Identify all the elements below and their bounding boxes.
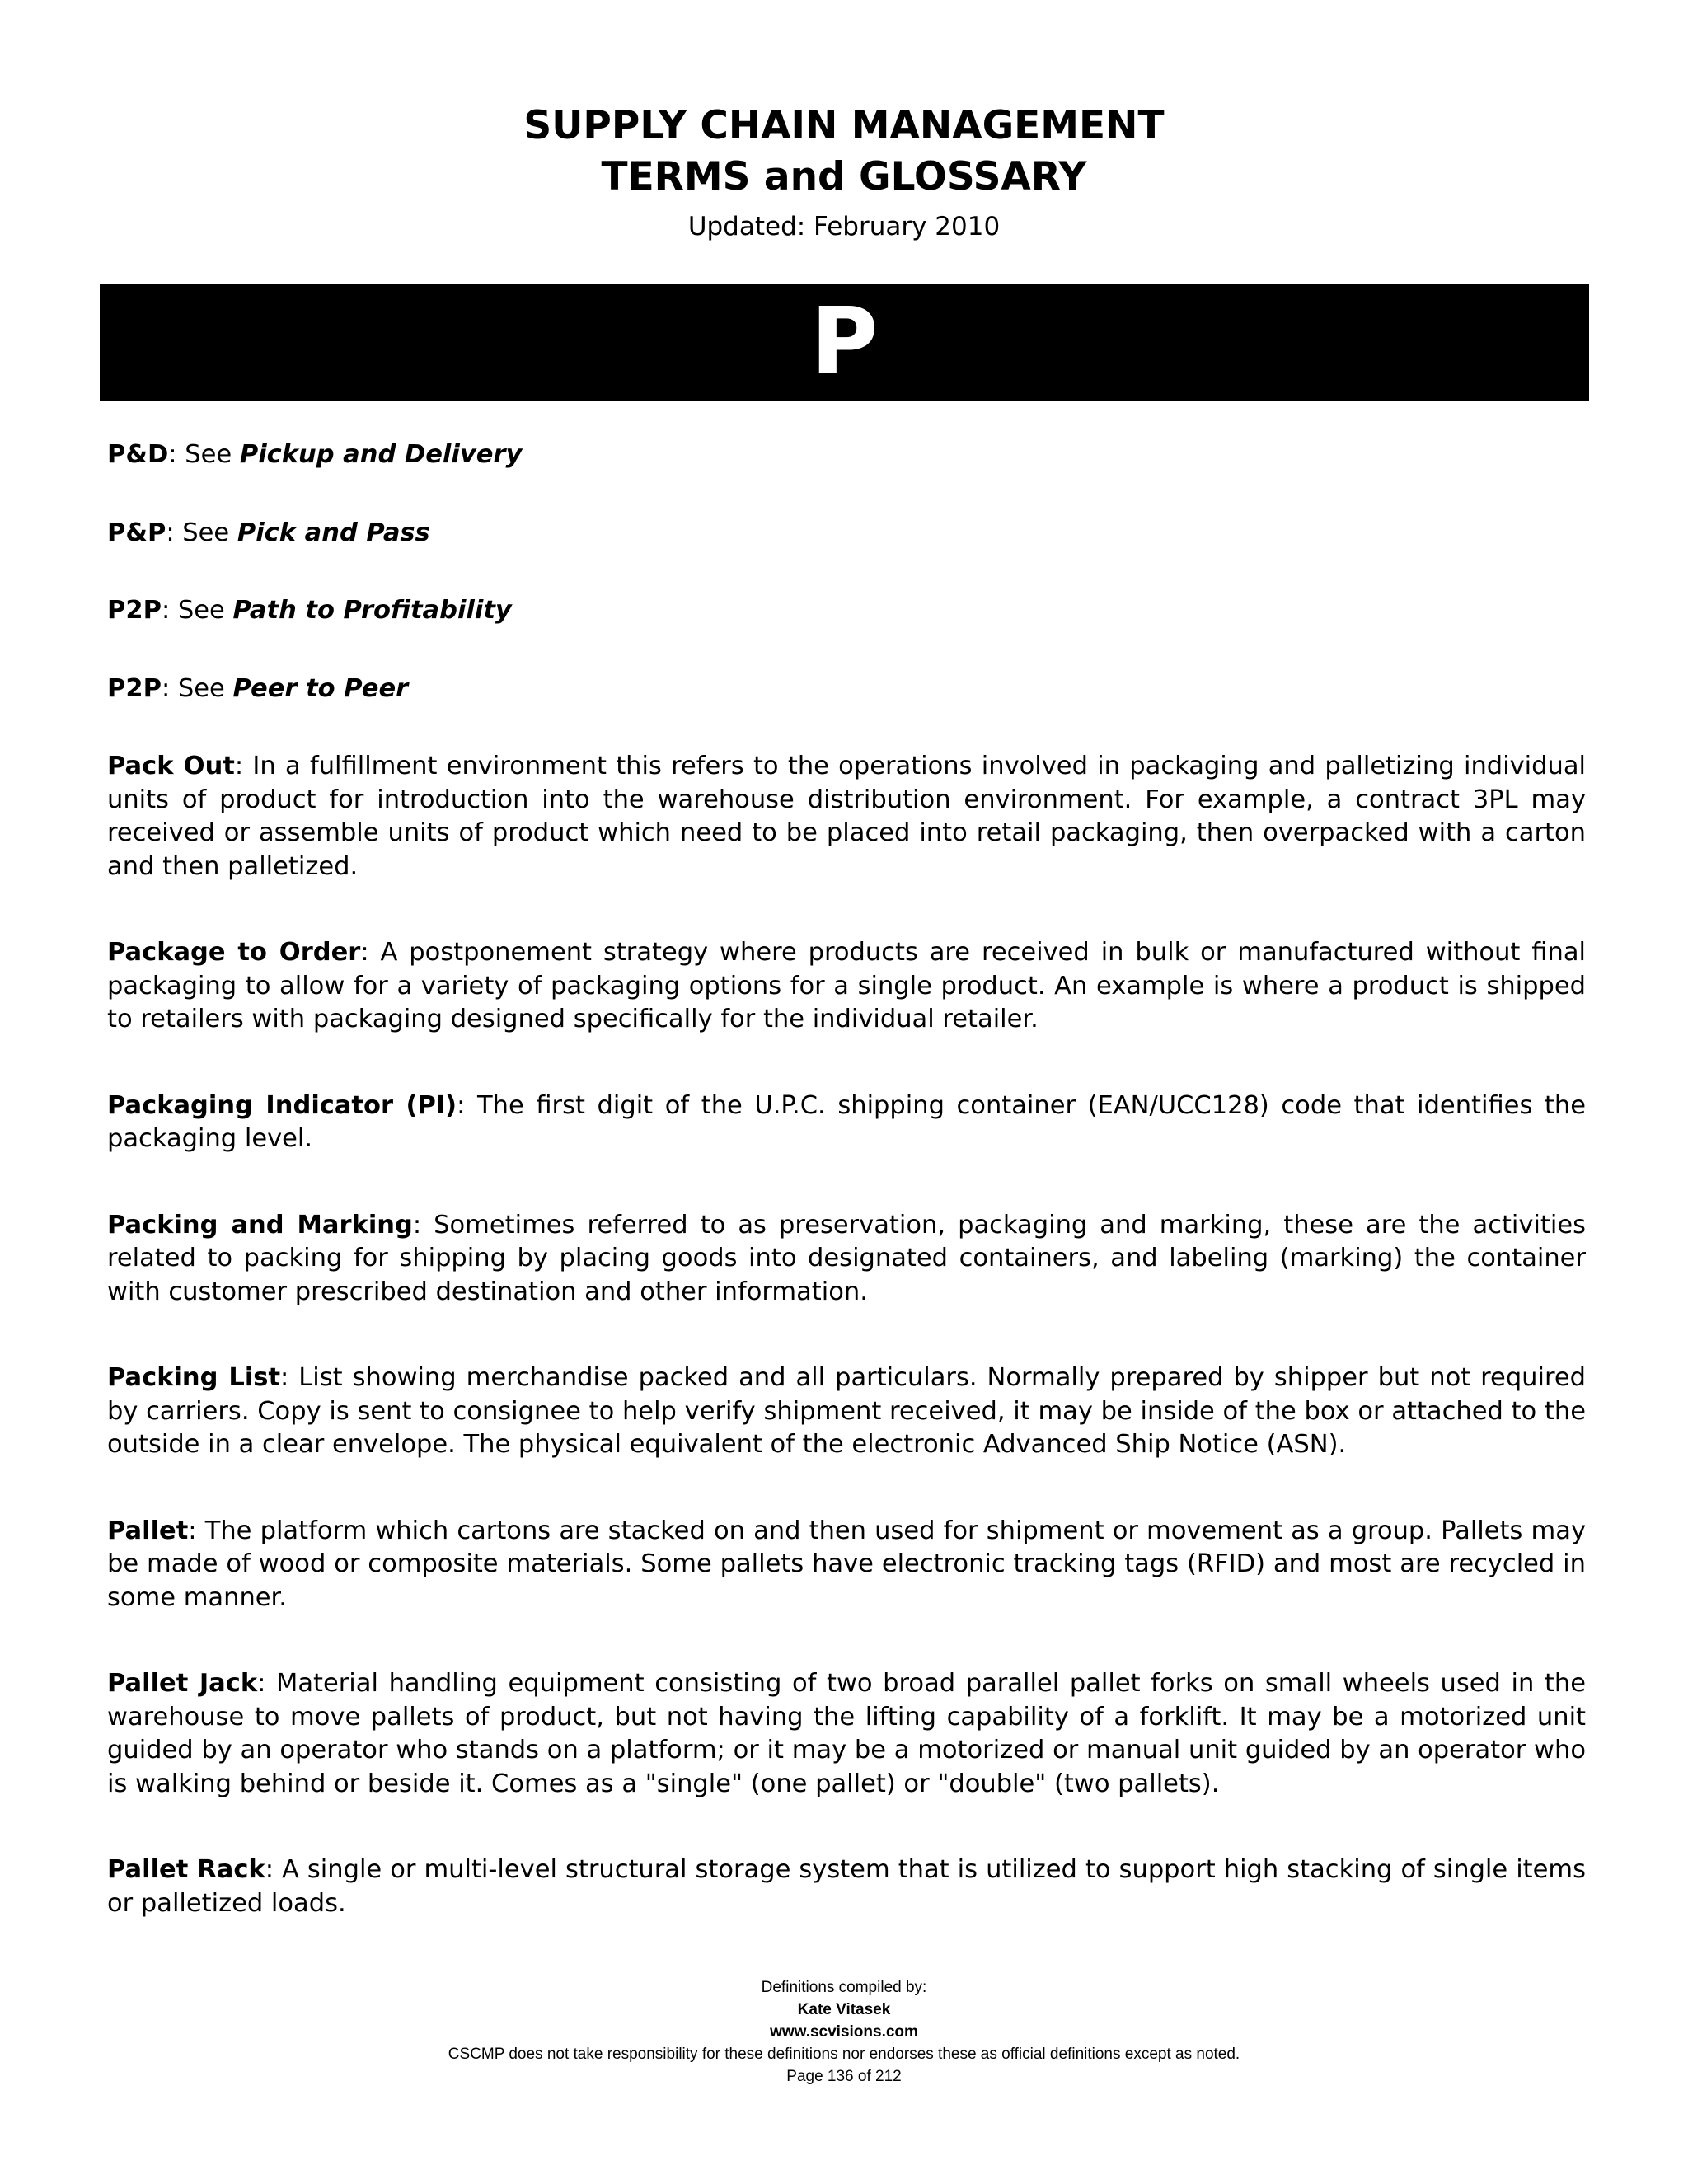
- footer-page-number: Page 136 of 212: [786, 2068, 902, 2085]
- glossary-term: P2P: [107, 596, 162, 625]
- footer-compiled-by: Definitions compiled by:: [761, 1979, 927, 1996]
- see-separator: : See: [161, 596, 233, 625]
- glossary-term: P&D: [107, 440, 169, 469]
- glossary-entry-p2p-path: [107, 594, 1586, 628]
- cross-reference: Peer to Peer: [232, 673, 409, 703]
- glossary-definition: : The first digit of the U.P.C. shipping container (EAN/UCC128) code that identifies the packaging level.: [107, 1090, 1586, 1153]
- cross-reference: Pick and Pass: [237, 518, 430, 547]
- updated-date: Updated: February 2010: [687, 212, 1001, 241]
- page-footer: [0, 1976, 1688, 2088]
- glossary-entry-packaging-indicator: [107, 1090, 1586, 1156]
- glossary-definition: : Sometimes referred to as preservation, packaging and marking, these are the activities related to packing for shipping by placing goods into designated containers, and labeling (marking) the container with customer prescribed destination and other information.: [107, 1210, 1587, 1306]
- glossary-entry-pallet: [107, 1515, 1586, 1615]
- glossary-term: Packaging Indicator (PI): [107, 1090, 457, 1120]
- glossary-entry-pallet-jack: [107, 1667, 1586, 1801]
- footer-website: www.scvisions.com: [770, 2023, 918, 2041]
- cross-reference: Pickup and Delivery: [239, 440, 523, 469]
- footer-disclaimer: CSCMP does not take responsibility for these definitions nor endorses these as official definitions except as noted.: [448, 2046, 1240, 2063]
- glossary-term: Pack Out: [107, 752, 235, 780]
- glossary-term: Pallet Rack: [107, 1855, 265, 1884]
- document-title-line-1: SUPPLY CHAIN MANAGEMENT: [523, 103, 1165, 148]
- glossary-entries: [107, 438, 1586, 1973]
- glossary-term: Packing and Marking: [107, 1210, 413, 1240]
- glossary-term: P&P: [107, 518, 166, 547]
- glossary-term: P2P: [107, 673, 162, 703]
- glossary-term: Package to Order: [107, 938, 361, 967]
- glossary-term: Pallet Jack: [107, 1669, 258, 1698]
- see-separator: : See: [168, 440, 240, 469]
- cross-reference: Path to Profitability: [232, 596, 512, 625]
- document-title-line-2: TERMS and GLOSSARY: [601, 154, 1087, 199]
- glossary-definition: : Material handling equipment consisting of two broad parallel pallet forks on small wheels used in the warehouse to move pallets of product, but not having the lifting capability of a forklift. It may be a motorized unit guided by an operator who stands on a platform; or it may be a motorized or manual unit guided by an operator who is walking behind or beside it. Comes as a "single" (one pallet) or "double" (two pallets).: [107, 1669, 1587, 1798]
- glossary-definition: : List showing merchandise packed and all particulars. Normally prepared by shipper but not required by carriers. Copy is sent to consignee to help verify shipment received, it may be inside of the box or attached to the outside in a clear envelope. The physical equivalent of the electronic Advanced Ship Notice (ASN).: [107, 1363, 1586, 1459]
- glossary-definition: : A single or multi-level structural storage system that is utilized to support high stacking of single items or palletized loads.: [107, 1855, 1587, 1918]
- glossary-definition: : A postponement strategy where products are received in bulk or manufactured without final packaging to allow for a variety of packaging options for a single product. An example is where a product is shipped to retailers with packaging designed specifically for the individual retailer.: [107, 938, 1586, 1033]
- footer-author: Kate Vitasek: [797, 2001, 891, 2018]
- glossary-entry-pack-out: [107, 750, 1586, 883]
- glossary-entry-pallet-rack: [107, 1854, 1586, 1920]
- glossary-entry-packing-and-marking: [107, 1209, 1586, 1310]
- glossary-term: Pallet: [107, 1516, 189, 1545]
- see-separator: : See: [161, 673, 233, 703]
- see-separator: : See: [166, 518, 237, 547]
- section-letter-banner: P: [100, 284, 1589, 401]
- glossary-definition: : The platform which cartons are stacked on and then used for shipment or movement as a group. Pallets may be made of wood or composite materials. Some pallets have electronic tracking tags (RFID) and most are recycled in some manner.: [107, 1516, 1586, 1612]
- glossary-term: Packing List: [107, 1363, 281, 1392]
- glossary-definition: : In a fulfillment environment this refers to the operations involved in packaging and palletizing individual units of product for introduction into the warehouse distribution environment. For example, a contract 3PL may received or assemble units of product which need to be placed into retail packaging, then overpacked with a carton and then palletized.: [107, 752, 1586, 881]
- glossary-entry-packing-list: [107, 1361, 1586, 1462]
- document-header: [0, 101, 1688, 244]
- glossary-entry-pp: [107, 517, 1586, 551]
- glossary-entry-package-to-order: [107, 936, 1586, 1037]
- glossary-entry-p2p-peer: [107, 673, 1586, 706]
- glossary-entry-pd: [107, 438, 1586, 472]
